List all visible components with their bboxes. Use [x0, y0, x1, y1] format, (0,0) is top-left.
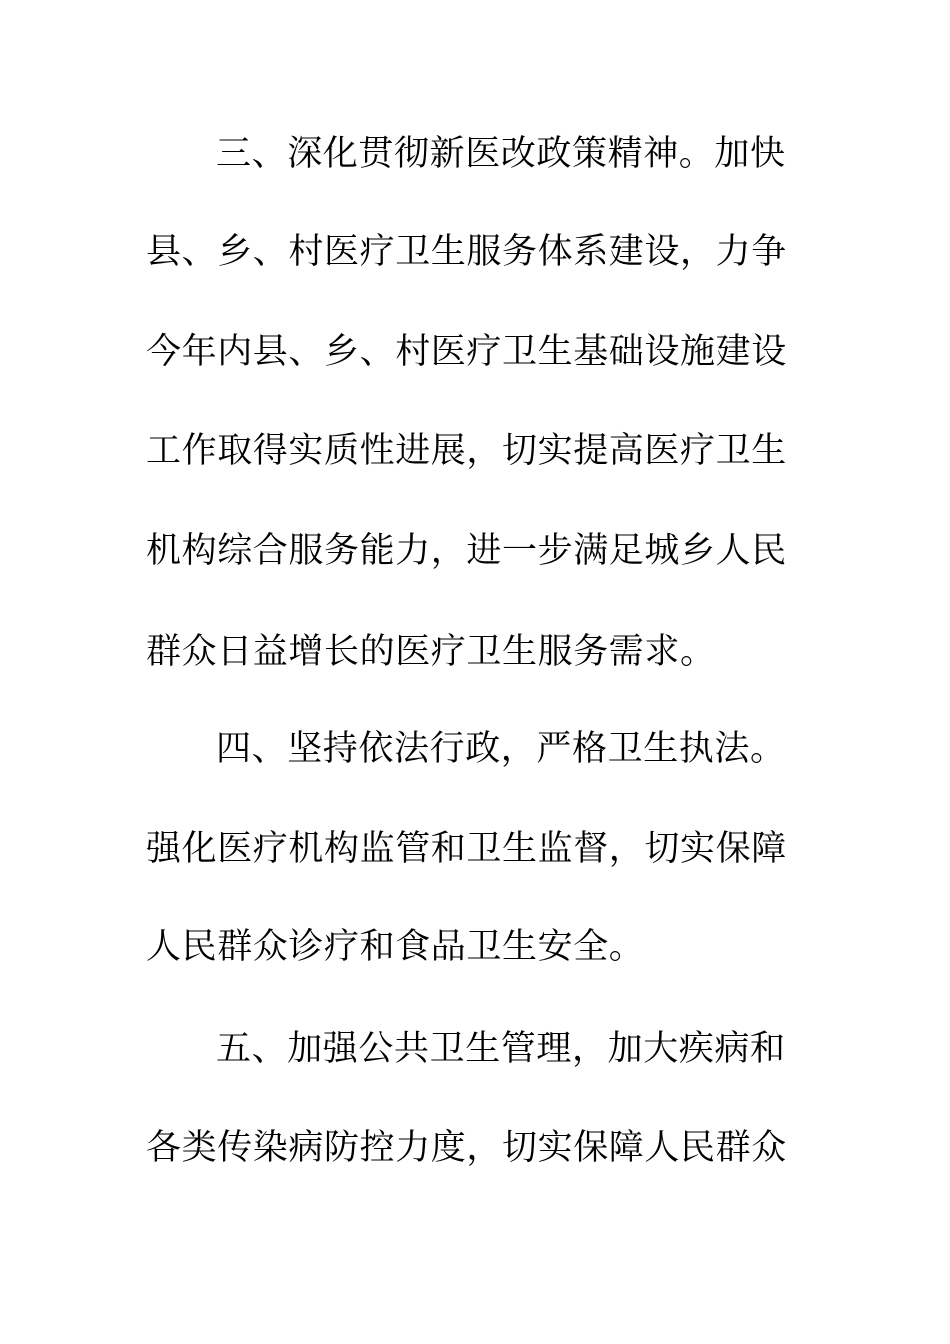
paragraph-3-line-3: 今年内县、乡、村医疗卫生基础设施建设 — [146, 332, 787, 372]
paragraph-3-line-5: 机构综合服务能力，进一步满足城乡人民 — [146, 531, 787, 571]
paragraph-4-line-2: 强化医疗机构监管和卫生监督，切实保障 — [146, 829, 787, 869]
paragraph-5-line-2: 各类传染病防控力度，切实保障人民群众 — [146, 1128, 787, 1168]
paragraph-3-line-1: 三、深化贯彻新医改政策精神。加快 — [216, 134, 786, 174]
paragraph-3-line-2: 县、乡、村医疗卫生服务体系建设，力争 — [146, 232, 787, 272]
paragraph-3-line-6: 群众日益增长的医疗卫生服务需求。 — [146, 632, 716, 672]
paragraph-5-line-1: 五、加强公共卫生管理，加大疾病和 — [216, 1029, 786, 1069]
paragraph-3-line-4: 工作取得实质性进展，切实提高医疗卫生 — [146, 431, 787, 471]
paragraph-4-line-3: 人民群众诊疗和食品卫生安全。 — [146, 927, 645, 967]
paragraph-4-line-1: 四、坚持依法行政，严格卫生执法。 — [216, 729, 786, 769]
